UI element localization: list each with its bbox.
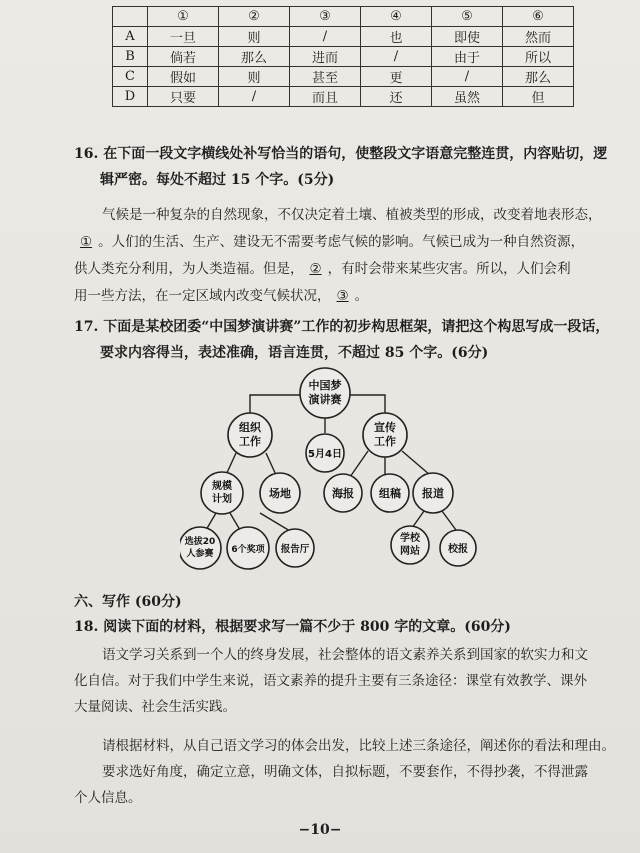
table-cell: 然而 — [503, 27, 574, 47]
table-cell: 但 — [503, 87, 574, 107]
node-scale — [201, 472, 243, 514]
options-table — [112, 6, 574, 107]
table-cell: C — [113, 67, 148, 87]
q16-para-line2 — [74, 229, 614, 255]
table-cell: 则 — [219, 27, 290, 47]
q18-requirement-line3: 个人信息。 — [74, 790, 142, 806]
table-cell: 倘若 — [148, 47, 219, 67]
table-cell: / — [361, 47, 432, 67]
table-row — [113, 47, 574, 67]
node-venue-label: 场地 — [269, 487, 291, 500]
node-website-label: 网站 — [400, 546, 420, 557]
tree-link — [350, 451, 368, 477]
table-cell: 更 — [361, 67, 432, 87]
tree-link — [260, 513, 290, 531]
tree-link — [226, 453, 236, 475]
tree-link — [206, 513, 216, 530]
node-report-label: 报道 — [422, 487, 444, 500]
table-cell: 甚至 — [290, 67, 361, 87]
node-prizes-label: 6个奖项 — [231, 545, 265, 555]
node-date-label: 5月4日 — [308, 449, 342, 460]
table-cell: 假如 — [148, 67, 219, 87]
node-poster-label: 海报 — [332, 487, 354, 500]
table-cell: B — [113, 47, 148, 67]
concept-tree-diagram — [180, 365, 500, 570]
table-cell: / — [219, 87, 290, 107]
q16-para-text: 。 — [354, 288, 369, 304]
node-paper-label: 校报 — [448, 544, 468, 555]
q16-para-text: 供人类充分利用，为人类造福。但是， — [74, 261, 304, 277]
table-cell: 进而 — [290, 47, 361, 67]
node-solicit-label: 组稿 — [379, 487, 401, 500]
table-cell: 那么 — [503, 67, 574, 87]
table-header-cell: ③ — [290, 7, 361, 27]
table-cell: 由于 — [432, 47, 503, 67]
table-cell: 那么 — [219, 47, 290, 67]
table-cell: 还 — [361, 87, 432, 107]
section-6-heading: 六、写作 (60分) — [74, 594, 182, 610]
table-cell: 也 — [361, 27, 432, 47]
tree-link — [266, 453, 276, 475]
node-website-label: 学校 — [400, 533, 420, 544]
table-cell: 则 — [219, 67, 290, 87]
q18-requirement-line1: 请根据材料，从自己语文学习的体会出发，比较上述三条途径，阐述你的看法和理由。 — [102, 738, 615, 754]
q16-para-text: 用一些方法，在一定区域内改变气候状况， — [74, 288, 331, 304]
q16-para-text: 。人们的生活、生产、建设无不需要考虑气候的影响。气候已成为一种自然资源， — [98, 234, 585, 250]
table-header-cell — [113, 7, 148, 27]
table-cell: D — [113, 87, 148, 107]
table-header-cell: ① — [148, 7, 219, 27]
table-row — [113, 67, 574, 87]
table-cell: 一旦 — [148, 27, 219, 47]
node-scale-label: 计划 — [212, 494, 232, 505]
node-select-label: 选拔20 — [184, 537, 216, 547]
node-hall-label: 报告厅 — [280, 544, 310, 555]
table-cell: 只要 — [148, 87, 219, 107]
tree-link — [230, 513, 240, 530]
q18-requirement-line2: 要求选好角度，确定立意，明确文体，自拟标题，不要套作，不得抄袭，不得泄露 — [102, 764, 588, 780]
q18-material-line2: 化自信。对于我们中学生来说，语文素养的提升主要有三条途径：课堂有效教学、课外 — [74, 673, 587, 689]
q17-title-line1: 17. 下面是某校团委“中国梦演讲赛”工作的初步构思框架，请把这个构思写成一段话， — [74, 319, 610, 335]
table-header-row — [113, 7, 574, 27]
table-cell: 虽然 — [432, 87, 503, 107]
table-cell: 所以 — [503, 47, 574, 67]
table-cell: / — [290, 27, 361, 47]
tree-link — [250, 395, 302, 415]
table-header-cell: ⑥ — [503, 7, 574, 27]
node-promote-label: 工作 — [374, 435, 396, 448]
table-cell: / — [432, 67, 503, 87]
node-scale-label: 规模 — [212, 481, 232, 492]
table-cell: A — [113, 27, 148, 47]
node-organize-label: 工作 — [239, 435, 261, 448]
node-organize-label: 组织 — [239, 421, 261, 434]
node-select — [180, 527, 221, 569]
table-header-cell: ② — [219, 7, 290, 27]
q16-para-line3 — [74, 256, 614, 282]
q16-blank-2[interactable]: ② — [309, 261, 322, 277]
table-cell: 而且 — [290, 87, 361, 107]
page-number: −10− — [298, 822, 342, 838]
node-promote-label: 宣传 — [374, 421, 396, 434]
q16-para-text: ，有时会带来某些灾害。所以，人们会利 — [327, 261, 571, 277]
q16-blank-3[interactable]: ③ — [336, 288, 349, 304]
q16-para-line1: 气候是一种复杂的自然现象，不仅决定着土壤、植被类型的形成，改变着地表形态， — [102, 207, 602, 223]
tree-link — [442, 511, 456, 530]
q16-title-line1: 16. 在下面一段文字横线处补写恰当的语句，使整段文字语意完整连贯，内容贴切，逻 — [74, 146, 608, 162]
q18-title: 18. 阅读下面的材料，根据要求写一篇不少于 800 字的文章。(60分) — [74, 619, 511, 635]
table-header-cell: ⑤ — [432, 7, 503, 27]
table-row — [113, 27, 574, 47]
q18-material-line3: 大量阅读、社会生活实践。 — [74, 699, 236, 715]
table-header-cell: ④ — [361, 7, 432, 27]
node-select-label: 人参赛 — [186, 549, 214, 559]
q18-material-line1: 语文学习关系到一个人的终身发展，社会整体的语文素养关系到国家的软实力和文 — [102, 647, 588, 663]
tree-link — [402, 451, 430, 475]
tree-link — [348, 395, 385, 415]
table-row — [113, 87, 574, 107]
q17-title-line2: 要求内容得当，表述准确，语言连贯，不超过 85 个字。(6分) — [100, 345, 489, 361]
tree-link — [412, 511, 424, 528]
node-root-label: 演讲赛 — [308, 393, 342, 406]
q16-para-line4 — [74, 283, 614, 309]
q16-blank-1[interactable]: ① — [80, 234, 93, 250]
q16-title-line2: 辑严密。每处不超过 15 个字。(5分) — [100, 172, 335, 188]
table-cell: 即使 — [432, 27, 503, 47]
node-website — [391, 526, 429, 564]
node-root-label: 中国梦 — [308, 379, 342, 392]
